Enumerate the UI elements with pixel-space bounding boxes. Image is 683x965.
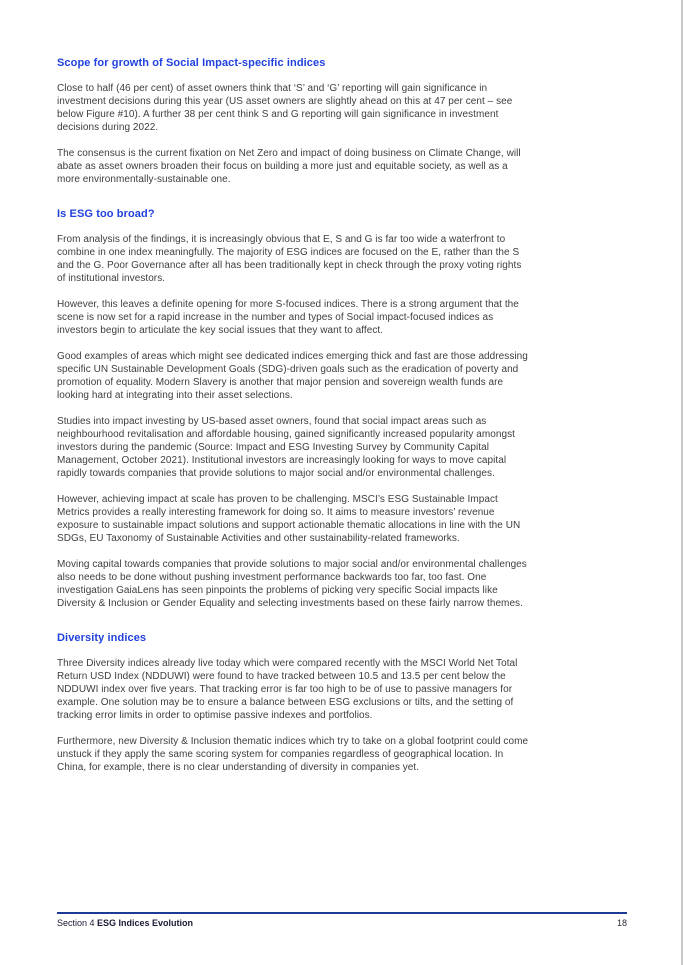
body-paragraph: However, achieving impact at scale has proven to be challenging. MSCI’s ESG Sustainable Impact Metrics provides a really interesting framework for doing so. It aims to measure investors’ revenue exposure to sustainable impact solutions and support actionable thematic allocations in line with the UN SDGs, EU Taxonomy of Sustainable Activities and other sustainability-related frameworks.: [57, 494, 521, 544]
section-heading: Diversity indices: [57, 632, 147, 644]
body-paragraph: Good examples of areas which might see dedicated indices emerging thick and fast are those addressing specific UN Sustainable Development Goals (SDG)-driven goals such as the eradication of poverty and promotion of equality. Modern Slavery is another that major pension and sovereign wealth funds are looking hard at integrating into their asset selections.: [57, 351, 528, 401]
section-heading: Is ESG too broad?: [57, 208, 155, 220]
footer-rule: [57, 912, 627, 914]
body-paragraph: Furthermore, new Diversity & Inclusion thematic indices which try to take on a global footprint could come unstuck if they apply the same scoring system for companies regardless of geographical location. In China, for example, there is no clear understanding of diversity in companies yet.: [57, 736, 529, 773]
body-paragraph: The consensus is the current fixation on Net Zero and impact of doing business on Climate Change, will abate as asset owners broaden their focus on building a more just and equitable society, as well as a more environmentally-sustainable one.: [57, 148, 521, 185]
section-heading: Scope for growth of Social Impact-specific indices: [57, 57, 326, 69]
body-paragraph: Moving capital towards companies that provide solutions to major social and/or environmental challenges also needs to be done without pushing investment performance backwards too far, too fast. One investigation GaiaLens has seen pinpoints the problems of picking very specific Social impacts like Diversity & Inclusion or Gender Equality and selecting investments based on these fairly narrow themes.: [57, 559, 527, 609]
section-is-esg-too-broad: [57, 208, 531, 610]
page-content: [57, 57, 531, 774]
body-paragraph: However, this leaves a definite opening for more S-focused indices. There is a strong argument that the scene is now set for a rapid increase in the number and types of Social impact-focused indices as investors begin to articulate the key social issues that they want to affect.: [57, 299, 519, 336]
footer-section-label: Section 4: [57, 918, 98, 928]
body-paragraph: Close to half (46 per cent) of asset owners think that ‘S’ and ‘G’ reporting will gain significance in investment decisions during this year (US asset owners are slightly ahead on this at 47 per cent – see below Figure #10). A further 38 per cent think S and G reporting will gain significance in investment decisions during 2022.: [57, 83, 513, 133]
page-number: 18: [616, 918, 627, 928]
body-paragraph: Three Diversity indices already live today which were compared recently with the MSCI World Net Total Return USD Index (NDDUWI) were found to have tracked between 10.5 and 13.5 per cent below the NDDUWI index over five years. That tracking error is far too high to be of use to passive managers for example. One solution may be to ensure a balance between ESG exclusions or tilts, and the setting of tracking error limits in order to optimise passive indexes and portfolios.: [57, 658, 518, 721]
section-scope-for-growth: [57, 57, 531, 186]
section-diversity-indices: [57, 632, 531, 774]
body-paragraph: Studies into impact investing by US-based asset owners, found that social impact areas such as neighbourhood revitalisation and affordable housing, gained significantly increased popularity amongst investors during the pandemic (Source: Impact and ESG Investing Survey by Community Capital Management, October 2021). Institutional investors are increasingly looking for ways to move capital rapidly towards companies that provide solutions to major social and/or environmental challenges.: [57, 416, 515, 479]
footer-section-info: [57, 918, 193, 929]
page-footer: [57, 918, 627, 929]
body-paragraph: From analysis of the findings, it is increasingly obvious that E, S and G is far too wide a waterfront to combine in one index meaningfully. The majority of ESG indices are focused on the E, rather than the S and the G. Poor Governance after all has been traditionally kept in check through the proxy voting rights of institutional investors.: [57, 234, 522, 284]
footer-section-title: ESG Indices Evolution: [97, 918, 194, 928]
